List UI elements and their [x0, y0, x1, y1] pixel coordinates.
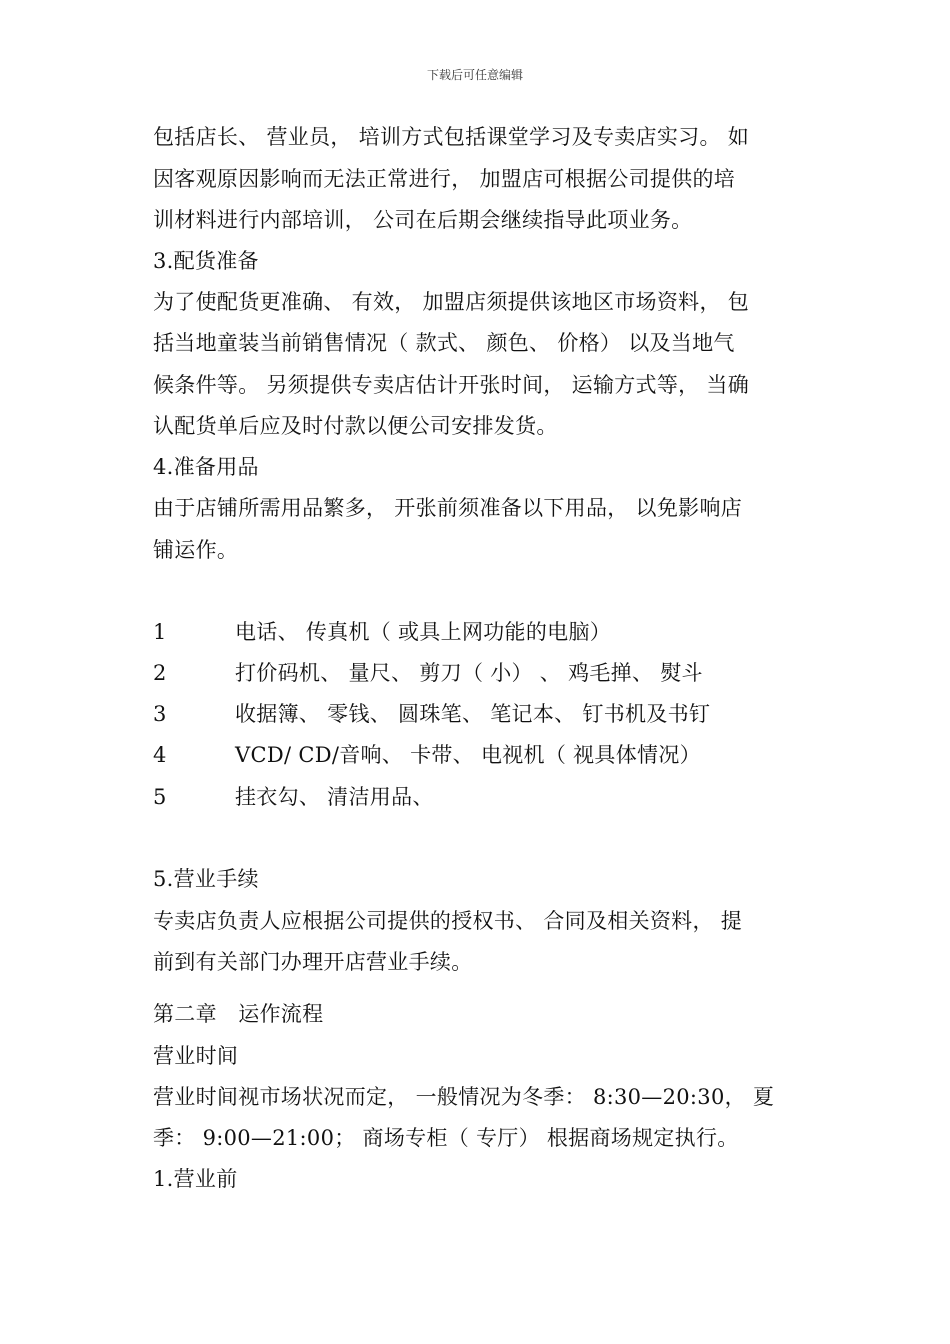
page-header: 下载后可任意编辑: [426, 68, 523, 82]
list-item-number: 2: [153, 661, 167, 685]
paragraph-line: 季： 9:00—21:00； 商场专柜（ 专厅） 根据商场规定执行。: [153, 1126, 739, 1150]
section-heading: 5.营业手续: [153, 867, 259, 891]
list-item-text: VCD/ CD/音响、 卡带、 电视机（ 视具体情况）: [235, 743, 701, 767]
paragraph-line: 训材料进行内部培训， 公司在后期会继续指导此项业务。: [153, 208, 693, 232]
section-heading: 4.准备用品: [153, 455, 259, 479]
paragraph-line: 包括店长、 营业员， 培训方式包括课堂学习及专卖店实习。 如: [153, 125, 750, 149]
document-body: [153, 0, 803, 1344]
list-item-number: 4: [153, 743, 167, 767]
paragraph-line: 括当地童装当前销售情况（ 款式、 颜色、 价格） 以及当地气: [153, 331, 735, 355]
list-item-number: 1: [153, 620, 167, 644]
list-item-number: 5: [153, 785, 167, 809]
section-heading: 1.营业前: [153, 1167, 238, 1191]
paragraph-line: 由于店铺所需用品繁多， 开张前须准备以下用品， 以免影响店: [153, 496, 743, 520]
paragraph-line: 前到有关部门办理开店营业手续。: [153, 950, 473, 974]
paragraph-line: 为了使配货更准确、 有效， 加盟店须提供该地区市场资料， 包: [153, 290, 750, 314]
paragraph-line: 认配货单后应及时付款以便公司安排发货。: [153, 414, 558, 438]
paragraph-line: 铺运作。: [153, 538, 239, 562]
paragraph-line: 候条件等。 另须提供专卖店估计开张时间， 运输方式等， 当确: [153, 373, 750, 397]
paragraph-line: 专卖店负责人应根据公司提供的授权书、 合同及相关资料， 提: [153, 909, 743, 933]
list-item-text: 收据簿、 零钱、 圆珠笔、 笔记本、 钉书机及书钉: [235, 702, 711, 726]
list-item-text: 电话、 传真机（ 或具上网功能的电脑）: [235, 620, 612, 644]
list-item-text: 挂衣勾、 清洁用品、: [235, 785, 434, 809]
chapter-heading: 第二章 运作流程: [153, 1002, 324, 1026]
section-heading: 3.配货准备: [153, 249, 259, 273]
list-item-text: 打价码机、 量尺、 剪刀（ 小） 、 鸡毛掸、 熨斗: [235, 661, 703, 685]
paragraph-line: 营业时间视市场状况而定， 一般情况为冬季： 8:30—20:30， 夏: [153, 1085, 775, 1109]
paragraph-line: 因客观原因影响而无法正常进行， 加盟店可根据公司提供的培: [153, 167, 736, 191]
section-heading: 营业时间: [153, 1044, 239, 1068]
list-item-number: 3: [153, 702, 167, 726]
